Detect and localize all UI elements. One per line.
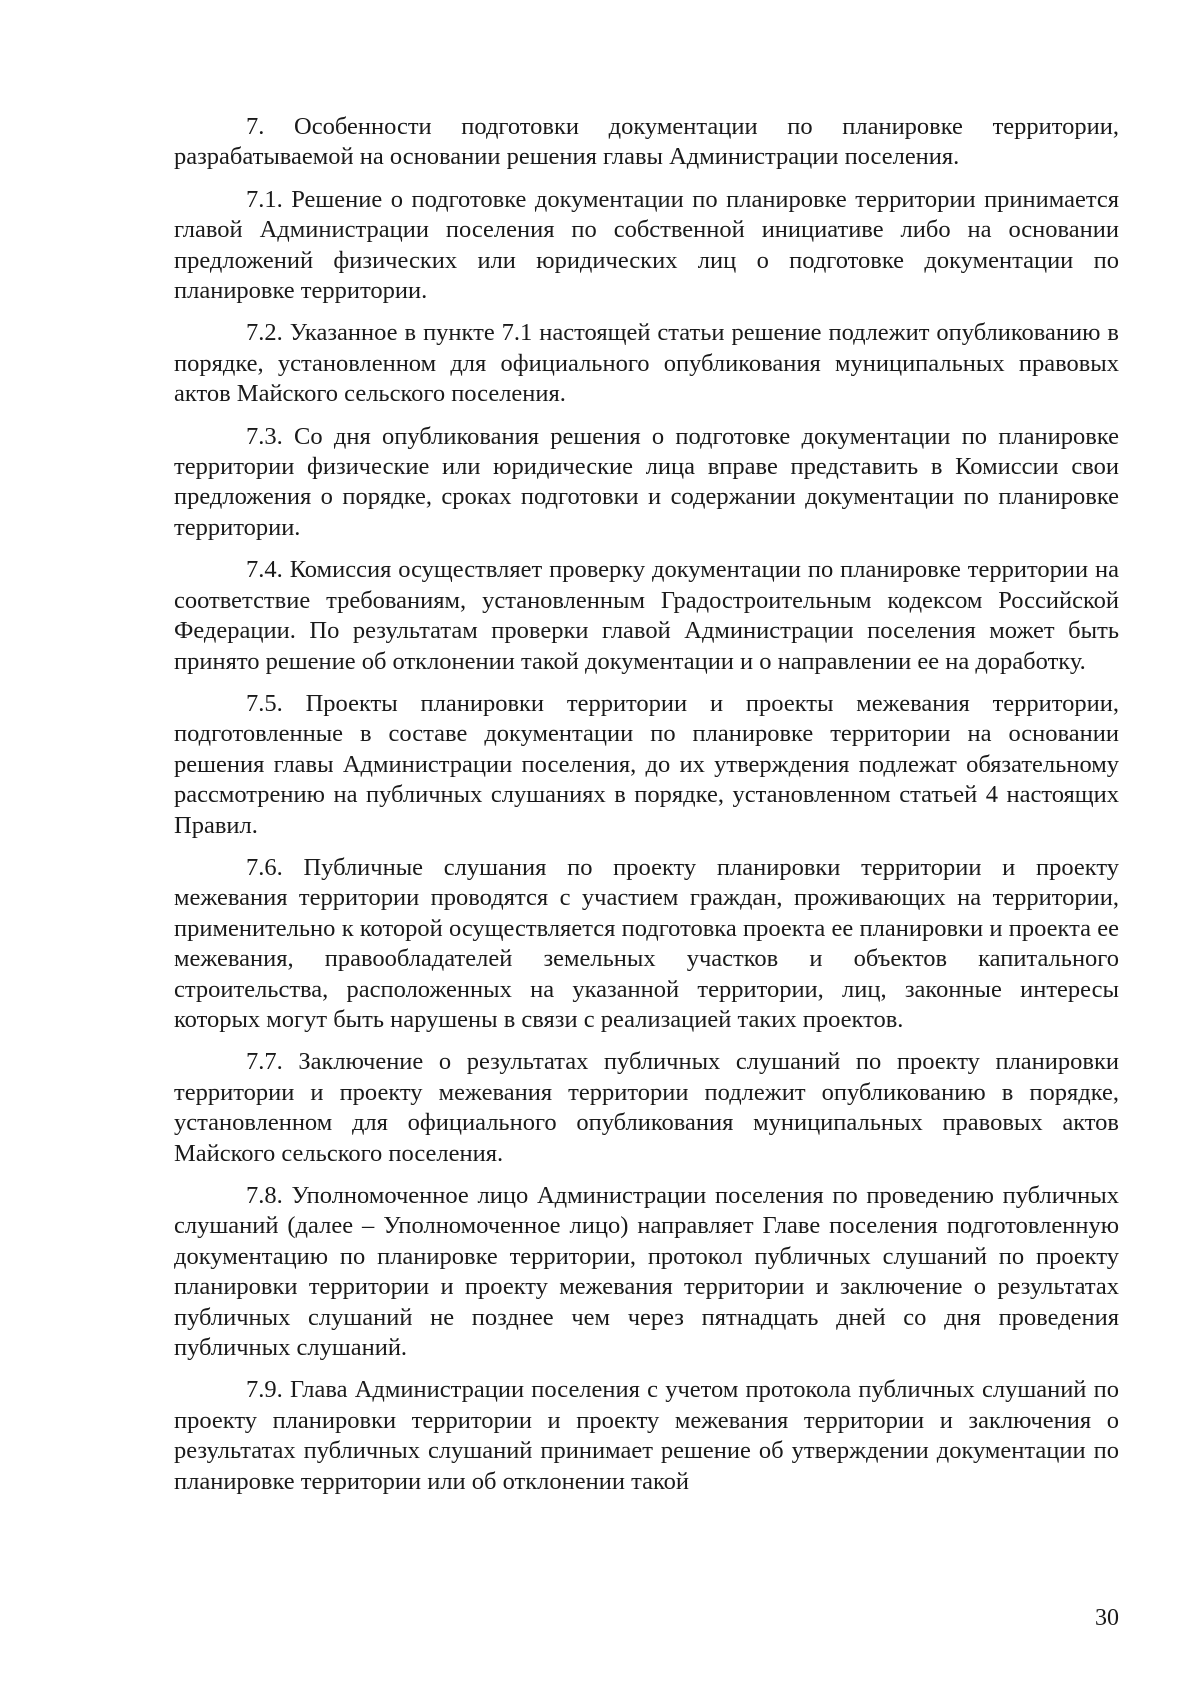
paragraph-7-4: 7.4. Комиссия осуществляет проверку документации по планировке территории на соответствие требованиям, установленным Градостроительным кодексом Российской Федерации. По результатам проверки главой Администрации поселения может быть принято решение об отклонении такой документации и о направлении ее на доработку. [174, 556, 1119, 675]
section-7-heading-paragraph: 7. Особенности подготовки документации по планировке территории, разрабатываемой на основании решения главы Администрации поселения. [174, 113, 1119, 171]
paragraph-7-1: 7.1. Решение о подготовке документации по планировке территории принимается главой Администрации поселения по собственной инициативе либо на основании предложений физических или юридических лиц о подготовке документации по планировке территории. [174, 185, 1119, 305]
paragraph-7-6: 7.6. Публичные слушания по проекту планировки территории и проекту межевания территории проводятся с участием граждан, проживающих на территории, применительно к которой осуществляется подготовка проекта ее планировки и проекта ее межевания, правообладателей земельных участков и объектов капитального строительства, расположенных на указанной территории, лиц, законные интересы которых могут быть нарушены в связи с реализацией таких проектов. [174, 853, 1119, 1033]
document-body [174, 112, 1119, 1509]
page-number: 30 [1095, 1605, 1119, 1631]
paragraph-7-9: 7.9. Глава Администрации поселения с учетом протокола публичных слушаний по проекту планировки территории и проекту межевания территории и заключения о результатах публичных слушаний принимает решение об утверждении документации по планировке территории или об отклонении такой [174, 1376, 1119, 1495]
paragraph-7-8: 7.8. Уполномоченное лицо Администрации поселения по проведению публичных слушаний (далее – Уполномоченное лицо) направляет Главе поселения подготовленную документацию по планировке территории, протокол публичных слушаний по проекту планировки территории и проекту межевания территории и заключение о результатах публичных слушаний не позднее чем через пятнадцать дней со дня проведения публичных слушаний. [174, 1182, 1119, 1362]
paragraph-7-7: 7.7. Заключение о результатах публичных слушаний по проекту планировки территории и проекту межевания территории подлежит опубликованию в порядке, установленном для официального опубликования муниципальных правовых актов Майского сельского поселения. [174, 1048, 1119, 1167]
paragraph-7-3: 7.3. Со дня опубликования решения о подготовке документации по планировке территории физические или юридические лица вправе представить в Комиссии свои предложения о порядке, сроках подготовки и содержании документации по планировке территории. [174, 422, 1119, 541]
paragraph-7-2: 7.2. Указанное в пункте 7.1 настоящей статьи решение подлежит опубликованию в порядке, установленном для официального опубликования муниципальных правовых актов Майского сельского поселения. [174, 319, 1119, 408]
paragraph-7-5: 7.5. Проекты планировки территории и проекты межевания территории, подготовленные в составе документации по планировке территории на основании решения главы Администрации поселения, до их утверждения подлежат обязательному рассмотрению на публичных слушаниях в порядке, установленном статьей 4 настоящих Правил. [174, 689, 1119, 839]
